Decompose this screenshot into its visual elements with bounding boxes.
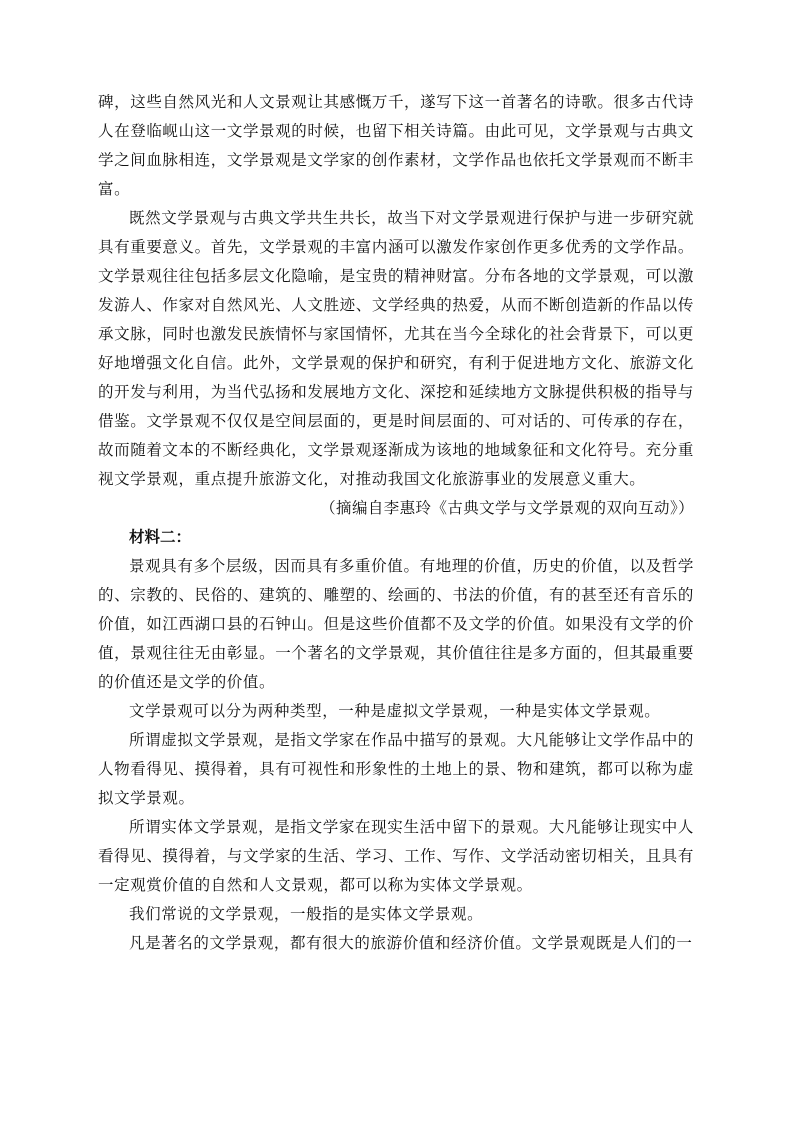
- paragraph-7: 我们常说的文学景观，一般指的是实体文学景观。: [129, 905, 484, 923]
- paragraph-1: 碑，这些自然风光和人文景观让其感慨万千，遂写下这一首著名的诗歌。很多古代诗人在登临岘山这一文学景观的时候，也留下相关诗篇。由此可见，文学景观与古典文学之间血脉相连，文学景观是文学家的创作素材，文学作品也依托文学景观而不断丰富。: [98, 93, 694, 198]
- paragraph-8: 凡是著名的文学景观，都有很大的旅游价值和经济价值。文学景观既是人们的一: [129, 934, 693, 952]
- paragraph-4: 文学景观可以分为两种类型，一种是虚拟文学景观，一种是实体文学景观。: [129, 702, 661, 720]
- citation: （摘编自李惠玲《古典文学与文学景观的双向互动》）: [320, 499, 694, 517]
- paragraph-5: 所谓虚拟文学景观，是指文学家在作品中描写的景观。大凡能够让文学作品中的人物看得见、摸得着，具有可视性和形象性的土地上的景、物和建筑，都可以称为虚拟文学景观。: [98, 731, 694, 807]
- paragraph-3: 景观具有多个层级，因而具有多重价值。有地理的价值，历史的价值，以及哲学的、宗教的、民俗的、建筑的、雕塑的、绘画的、书法的价值，有的甚至还有音乐的价值，如江西湖口县的石钟山。但是这些价值都不及文学的价值。如果没有文学的价值，景观往往无由彰显。一个著名的文学景观，其价值往往是多方面的，但其最重要的价值还是文学的价值。: [98, 557, 694, 691]
- paragraph-2: 既然文学景观与古典文学共生共长，故当下对文学景观进行保护与进一步研究就具有重要意义。首先，文学景观的丰富内涵可以激发作家创作更多优秀的文学作品。文学景观往往包括多层文化隐喻，是宝贵的精神财富。分布各地的文学景观，可以激发游人、作家对自然风光、人文胜迹、文学经典的热爱，从而不断创造新的作品以传承文脉，同时也激发民族情怀与家国情怀，尤其在当今全球化的社会背景下，可以更好地增强文化自信。此外，文学景观的保护和研究，有利于促进地方文化、旅游文化的开发与利用，为当代弘扬和发展地方文化、深挖和延续地方文脉提供积极的指导与借鉴。文学景观不仅仅是空间层面的，更是时间层面的、可对话的、可传承的存在，故而随着文本的不断经典化，文学景观逐渐成为该地的地域象征和文化符号。充分重视文学景观，重点提升旅游文化，对推动我国文化旅游事业的发展意义重大。: [98, 209, 694, 488]
- document-page: [98, 88, 694, 958]
- section-heading: 材料二：: [129, 528, 192, 546]
- paragraph-6: 所谓实体文学景观，是指文学家在现实生活中留下的景观。大凡能够让现实中人看得见、摸得着，与文学家的生活、学习、工作、写作、文学活动密切相关，且具有一定观赏价值的自然和人文景观，都可以称为实体文学景观。: [98, 818, 694, 894]
